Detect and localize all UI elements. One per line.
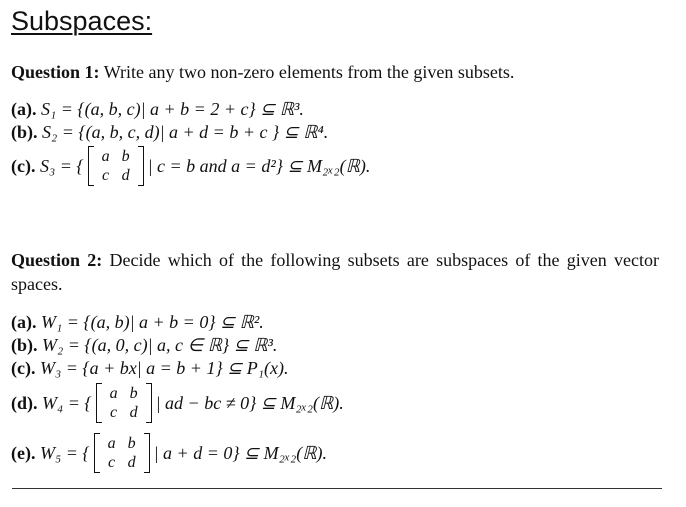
right-bracket: [144, 433, 150, 473]
bottom-divider: [12, 488, 662, 489]
question-2-label: Question 2:: [11, 250, 103, 270]
item-expression: S₁ = {(a, b, c)| a + b = 2 + c} ⊆ ℝ³.: [41, 99, 304, 119]
matrix-entry: b: [129, 385, 138, 402]
right-bracket: [138, 146, 144, 186]
item-tag: (c).: [11, 358, 36, 378]
matrix-entry: d: [129, 404, 138, 421]
matrix: [88, 146, 144, 186]
matrix-entry: a: [107, 435, 116, 452]
item-tag: (b).: [11, 122, 38, 142]
q2-item-d: [11, 383, 344, 423]
matrix: [96, 383, 152, 423]
q2-item-c: [11, 357, 288, 379]
item-expression: S₂ = {(a, b, c, d)| a + d = b + c } ⊆ ℝ⁴.: [42, 122, 329, 142]
item-expression-suffix: | ad − bc ≠ 0} ⊆ M₂ₓ₂(ℝ).: [155, 393, 344, 413]
item-tag: (e).: [11, 443, 36, 463]
matrix-entry: d: [127, 454, 136, 471]
matrix-entry: a: [101, 148, 110, 165]
q2-item-a: [11, 311, 264, 333]
matrix-entry: b: [127, 435, 136, 452]
question-2: [11, 248, 659, 296]
q1-item-b: [11, 121, 328, 143]
item-expression-suffix: | c = b and a = d²} ⊆ M₂ₓ₂(ℝ).: [147, 156, 371, 176]
item-expression-prefix: S₃ = {: [39, 156, 84, 176]
q2-item-b: [11, 334, 277, 356]
item-tag: (d).: [11, 393, 38, 413]
item-tag: (b).: [11, 335, 38, 355]
matrix-entry: a: [109, 385, 118, 402]
page-title: Subspaces:: [11, 6, 153, 36]
item-expression: W₃ = {a + bx| a = b + 1} ⊆ P₁(x).: [39, 358, 289, 378]
matrix-entry: d: [121, 167, 130, 184]
item-expression: W₁ = {(a, b)| a + b = 0} ⊆ ℝ².: [41, 312, 264, 332]
item-tag: (a).: [11, 99, 37, 119]
item-expression-suffix: | a + d = 0} ⊆ M₂ₓ₂(ℝ).: [153, 443, 327, 463]
matrix-entry: c: [110, 404, 118, 421]
question-2-text: Decide which of the following subsets are subspaces of the given vector spaces.: [11, 250, 659, 294]
item-expression: W₂ = {(a, 0, c)| a, c ∈ ℝ} ⊆ ℝ³.: [42, 335, 278, 355]
matrix-entry: b: [121, 148, 130, 165]
matrix-entry: c: [108, 454, 116, 471]
item-tag: (a).: [11, 312, 37, 332]
item-expression-prefix: W₅ = {: [39, 443, 90, 463]
item-expression-prefix: W₄ = {: [42, 393, 92, 413]
matrix-entry: c: [102, 167, 110, 184]
question-1-text: Write any two non-zero elements from the given subsets.: [103, 62, 515, 82]
right-bracket: [146, 383, 152, 423]
q2-item-e: [11, 433, 327, 473]
q1-item-a: [11, 98, 304, 120]
q1-item-c: [11, 146, 370, 186]
question-1: [11, 62, 514, 83]
question-1-label: Question 1:: [11, 62, 100, 82]
item-tag: (c).: [11, 156, 36, 176]
matrix: [94, 433, 150, 473]
